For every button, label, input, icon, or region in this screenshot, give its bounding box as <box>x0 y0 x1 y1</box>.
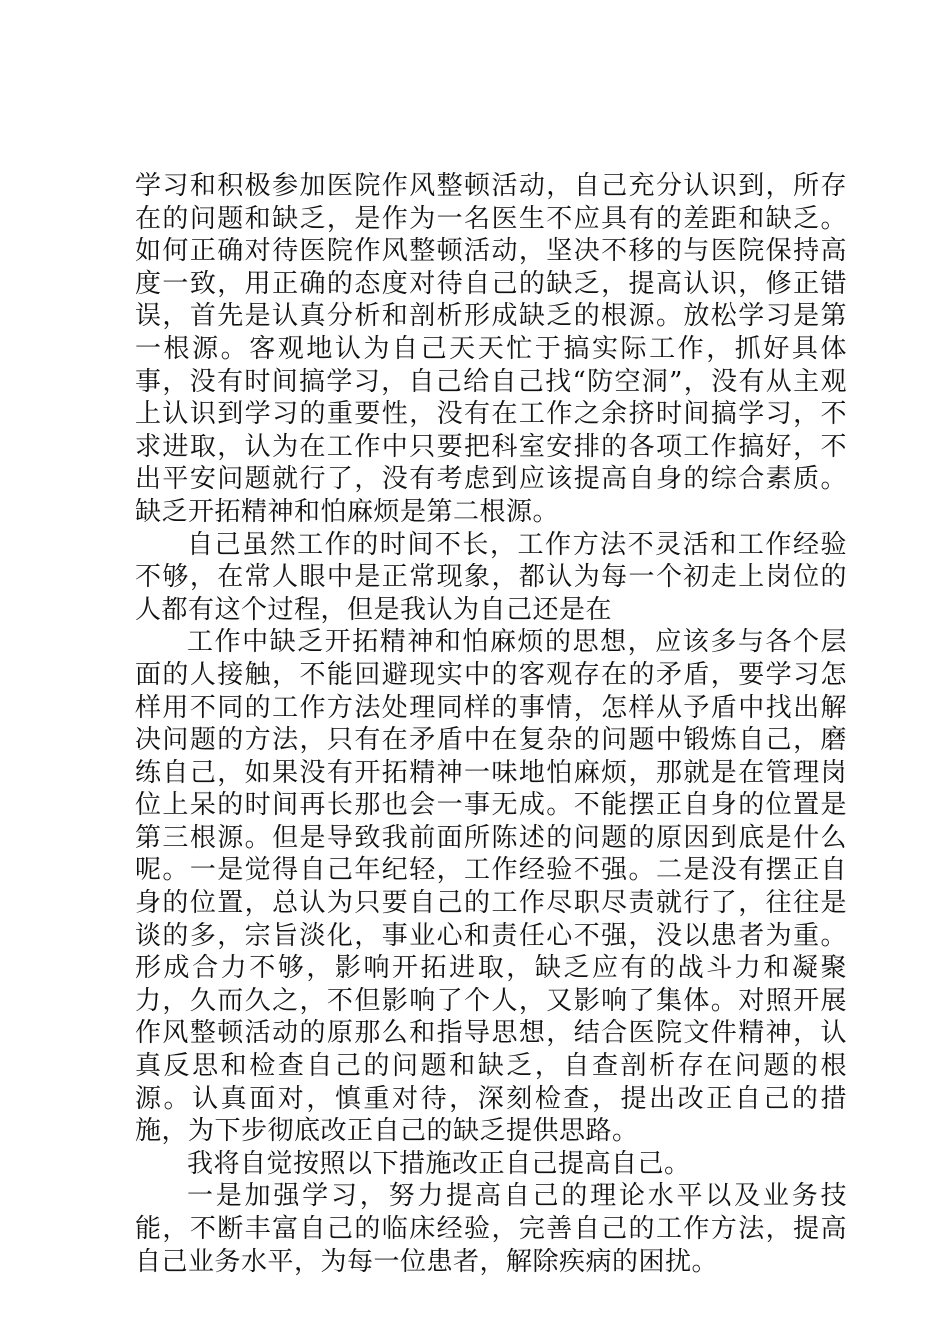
paragraph-2: 自己虽然工作的时间不长，工作方法不灵活和工作经验不够，在常人眼中是正常现象，都认为每一个初走上岗位的人都有这个过程，但是我认为自己还是在 <box>135 529 847 625</box>
paragraph-4: 我将自觉按照以下措施改正自己提高自己。 <box>187 1148 691 1179</box>
document-body <box>135 170 847 1278</box>
paragraph-5: 一是加强学习，努力提高自己的理论水平以及业务技能，不断丰富自己的临床经验，完善自己的工作方法，提高自己业务水平，为每一位患者，解除疾病的困扰。 <box>135 1181 847 1277</box>
paragraph-1: 学习和积极参加医院作风整顿活动，自己充分认识到，所存在的问题和缺乏，是作为一名医生不应具有的差距和缺乏。如何正确对待医院作风整顿活动，坚决不移的与医院保持高度一致，用正确的态度对待自己的缺乏，提高认识，修正错误，首先是认真分析和剖析形成缺乏的根源。放松学习是第一根源。客观地认为自己天天忙于搞实际工作，抓好具体事，没有时间搞学习，自己给自己找“防空洞”，没有从主观上认识到学习的重要性，没有在工作之余挤时间搞学习，不求进取，认为在工作中只要把科室安排的各项工作搞好，不出平安问题就行了，没有考虑到应该提高自身的综合素质。缺乏开拓精神和怕麻烦是第二根源。 <box>135 171 847 527</box>
paragraph-3: 工作中缺乏开拓精神和怕麻烦的思想，应该多与各个层面的人接触，不能回避现实中的客观存在的矛盾，要学习怎样用不同的工作方法处理同样的事情，怎样从予盾中找出解决问题的方法，只有在矛盾中在复杂的问题中锻炼自己，磨练自己，如果没有开拓精神一味地怕麻烦，那就是在管理岗位上呆的时间再长那也会一事无成。不能摆正自身的位置是第三根源。但是导致我前面所陈述的问题的原因到底是什么呢。一是觉得自己年纪轻，工作经验不强。二是没有摆正自身的位置，总认为只要自己的工作尽职尽责就行了，往往是谈的多，宗旨淡化，事业心和责任心不强，没以患者为重。形成合力不够，影响开拓进取，缺乏应有的战斗力和凝聚力，久而久之，不但影响了个人，又影响了集体。对照开展作风整顿活动的原那么和指导思想，结合医院文件精神，认真反思和检查自己的问题和缺乏，自查剖析存在问题的根源。认真面对，慎重对待，深刻检查，提出改正自己的措施，为下步彻底改正自己的缺乏提供思路。 <box>135 627 847 1147</box>
